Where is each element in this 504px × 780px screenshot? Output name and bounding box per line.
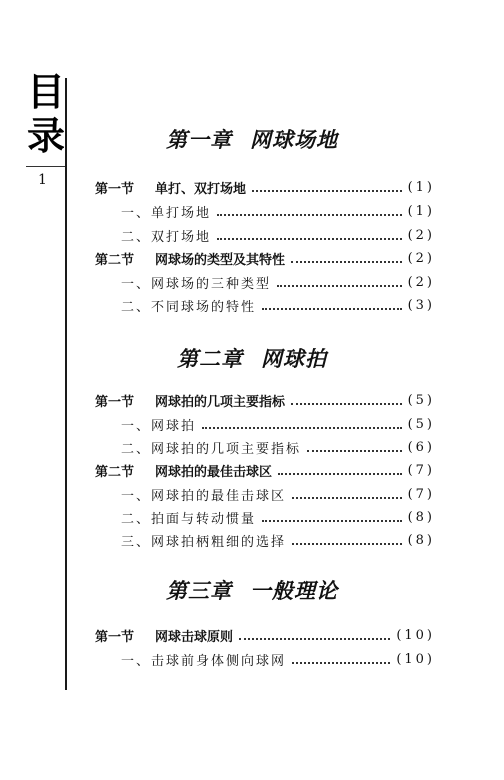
chapter-3-number: 第三章 bbox=[166, 578, 232, 603]
item-label: 一、击球前身体侧向球网 bbox=[121, 653, 287, 669]
dot-leader bbox=[262, 307, 402, 310]
chapter-2-heading bbox=[0, 343, 504, 373]
section-label: 网球拍的最佳击球区 bbox=[155, 464, 273, 480]
page-ref: (10) bbox=[396, 651, 435, 667]
chapter-1-heading bbox=[0, 124, 504, 154]
item-label: 二、拍面与转动惯量 bbox=[121, 511, 257, 527]
item-label: 一、网球场的三种类型 bbox=[121, 276, 272, 292]
page-ref: (1) bbox=[407, 203, 435, 219]
page-ref: (1) bbox=[407, 179, 435, 195]
chapter-1-number: 第一章 bbox=[166, 127, 232, 152]
item-label: 二、网球拍的几项主要指标 bbox=[121, 441, 302, 457]
toc-item[interactable] bbox=[95, 483, 435, 505]
chapter-3-heading bbox=[0, 575, 504, 605]
dot-leader bbox=[217, 237, 402, 240]
dot-leader bbox=[292, 496, 402, 499]
page-ref: (2) bbox=[407, 250, 435, 266]
dot-leader bbox=[217, 213, 402, 216]
toc-item[interactable] bbox=[95, 506, 435, 528]
section-number: 第一节 bbox=[95, 181, 135, 197]
toc-title-char-1: 目 bbox=[26, 70, 65, 114]
title-underline bbox=[26, 166, 66, 167]
item-label: 一、网球拍的最佳击球区 bbox=[121, 488, 287, 504]
toc-section-1-1[interactable] bbox=[95, 176, 435, 198]
page-ref: (6) bbox=[407, 439, 435, 455]
section-label: 网球击球原则 bbox=[155, 629, 234, 645]
section-label: 单打、双打场地 bbox=[155, 181, 247, 197]
toc-title-char-2: 录 bbox=[26, 114, 65, 158]
item-label: 一、网球拍 bbox=[121, 418, 197, 434]
toc-item[interactable] bbox=[95, 648, 435, 670]
page-number: 1 bbox=[38, 172, 47, 188]
page-ref: (2) bbox=[407, 227, 435, 243]
chapter-2-title: 网球拍 bbox=[261, 346, 327, 371]
page-ref: (2) bbox=[407, 274, 435, 290]
page-ref: (8) bbox=[407, 532, 435, 548]
toc-item[interactable] bbox=[95, 529, 435, 551]
dot-leader bbox=[292, 542, 402, 545]
chapter-3-title: 一般理论 bbox=[250, 578, 338, 603]
dot-leader bbox=[291, 260, 402, 263]
toc-item[interactable] bbox=[95, 294, 435, 316]
page-ref: (7) bbox=[407, 486, 435, 502]
page-ref: (10) bbox=[396, 627, 435, 643]
section-number: 第一节 bbox=[95, 629, 135, 645]
dot-leader bbox=[252, 189, 402, 192]
dot-leader bbox=[292, 661, 390, 664]
toc-section-3-1[interactable] bbox=[95, 624, 435, 646]
dot-leader bbox=[262, 519, 402, 522]
page-ref: (5) bbox=[407, 416, 435, 432]
page-ref: (5) bbox=[407, 392, 435, 408]
toc-section-2-2[interactable] bbox=[95, 459, 435, 481]
toc-item[interactable] bbox=[95, 436, 435, 458]
dot-leader bbox=[202, 426, 402, 429]
section-label: 网球场的类型及其特性 bbox=[155, 252, 286, 268]
page-ref: (8) bbox=[407, 509, 435, 525]
toc-section-1-2[interactable] bbox=[95, 247, 435, 269]
dot-leader bbox=[278, 472, 402, 475]
page-ref: (3) bbox=[407, 297, 435, 313]
section-number: 第二节 bbox=[95, 252, 135, 268]
section-label: 网球拍的几项主要指标 bbox=[155, 394, 286, 410]
item-label: 二、不同球场的特性 bbox=[121, 299, 257, 315]
toc-item[interactable] bbox=[95, 200, 435, 222]
toc-section-2-1[interactable] bbox=[95, 389, 435, 411]
toc-item[interactable] bbox=[95, 271, 435, 293]
chapter-2-number: 第二章 bbox=[177, 346, 243, 371]
section-number: 第一节 bbox=[95, 394, 135, 410]
dot-leader bbox=[239, 637, 390, 640]
section-number: 第二节 bbox=[95, 464, 135, 480]
chapter-1-title: 网球场地 bbox=[250, 127, 338, 152]
page-ref: (7) bbox=[407, 462, 435, 478]
item-label: 三、网球拍柄粗细的选择 bbox=[121, 534, 287, 550]
item-label: 一、单打场地 bbox=[121, 205, 212, 221]
toc-item[interactable] bbox=[95, 224, 435, 246]
toc-item[interactable] bbox=[95, 413, 435, 435]
dot-leader bbox=[307, 449, 402, 452]
item-label: 二、双打场地 bbox=[121, 229, 212, 245]
dot-leader bbox=[277, 284, 402, 287]
dot-leader bbox=[291, 402, 402, 405]
